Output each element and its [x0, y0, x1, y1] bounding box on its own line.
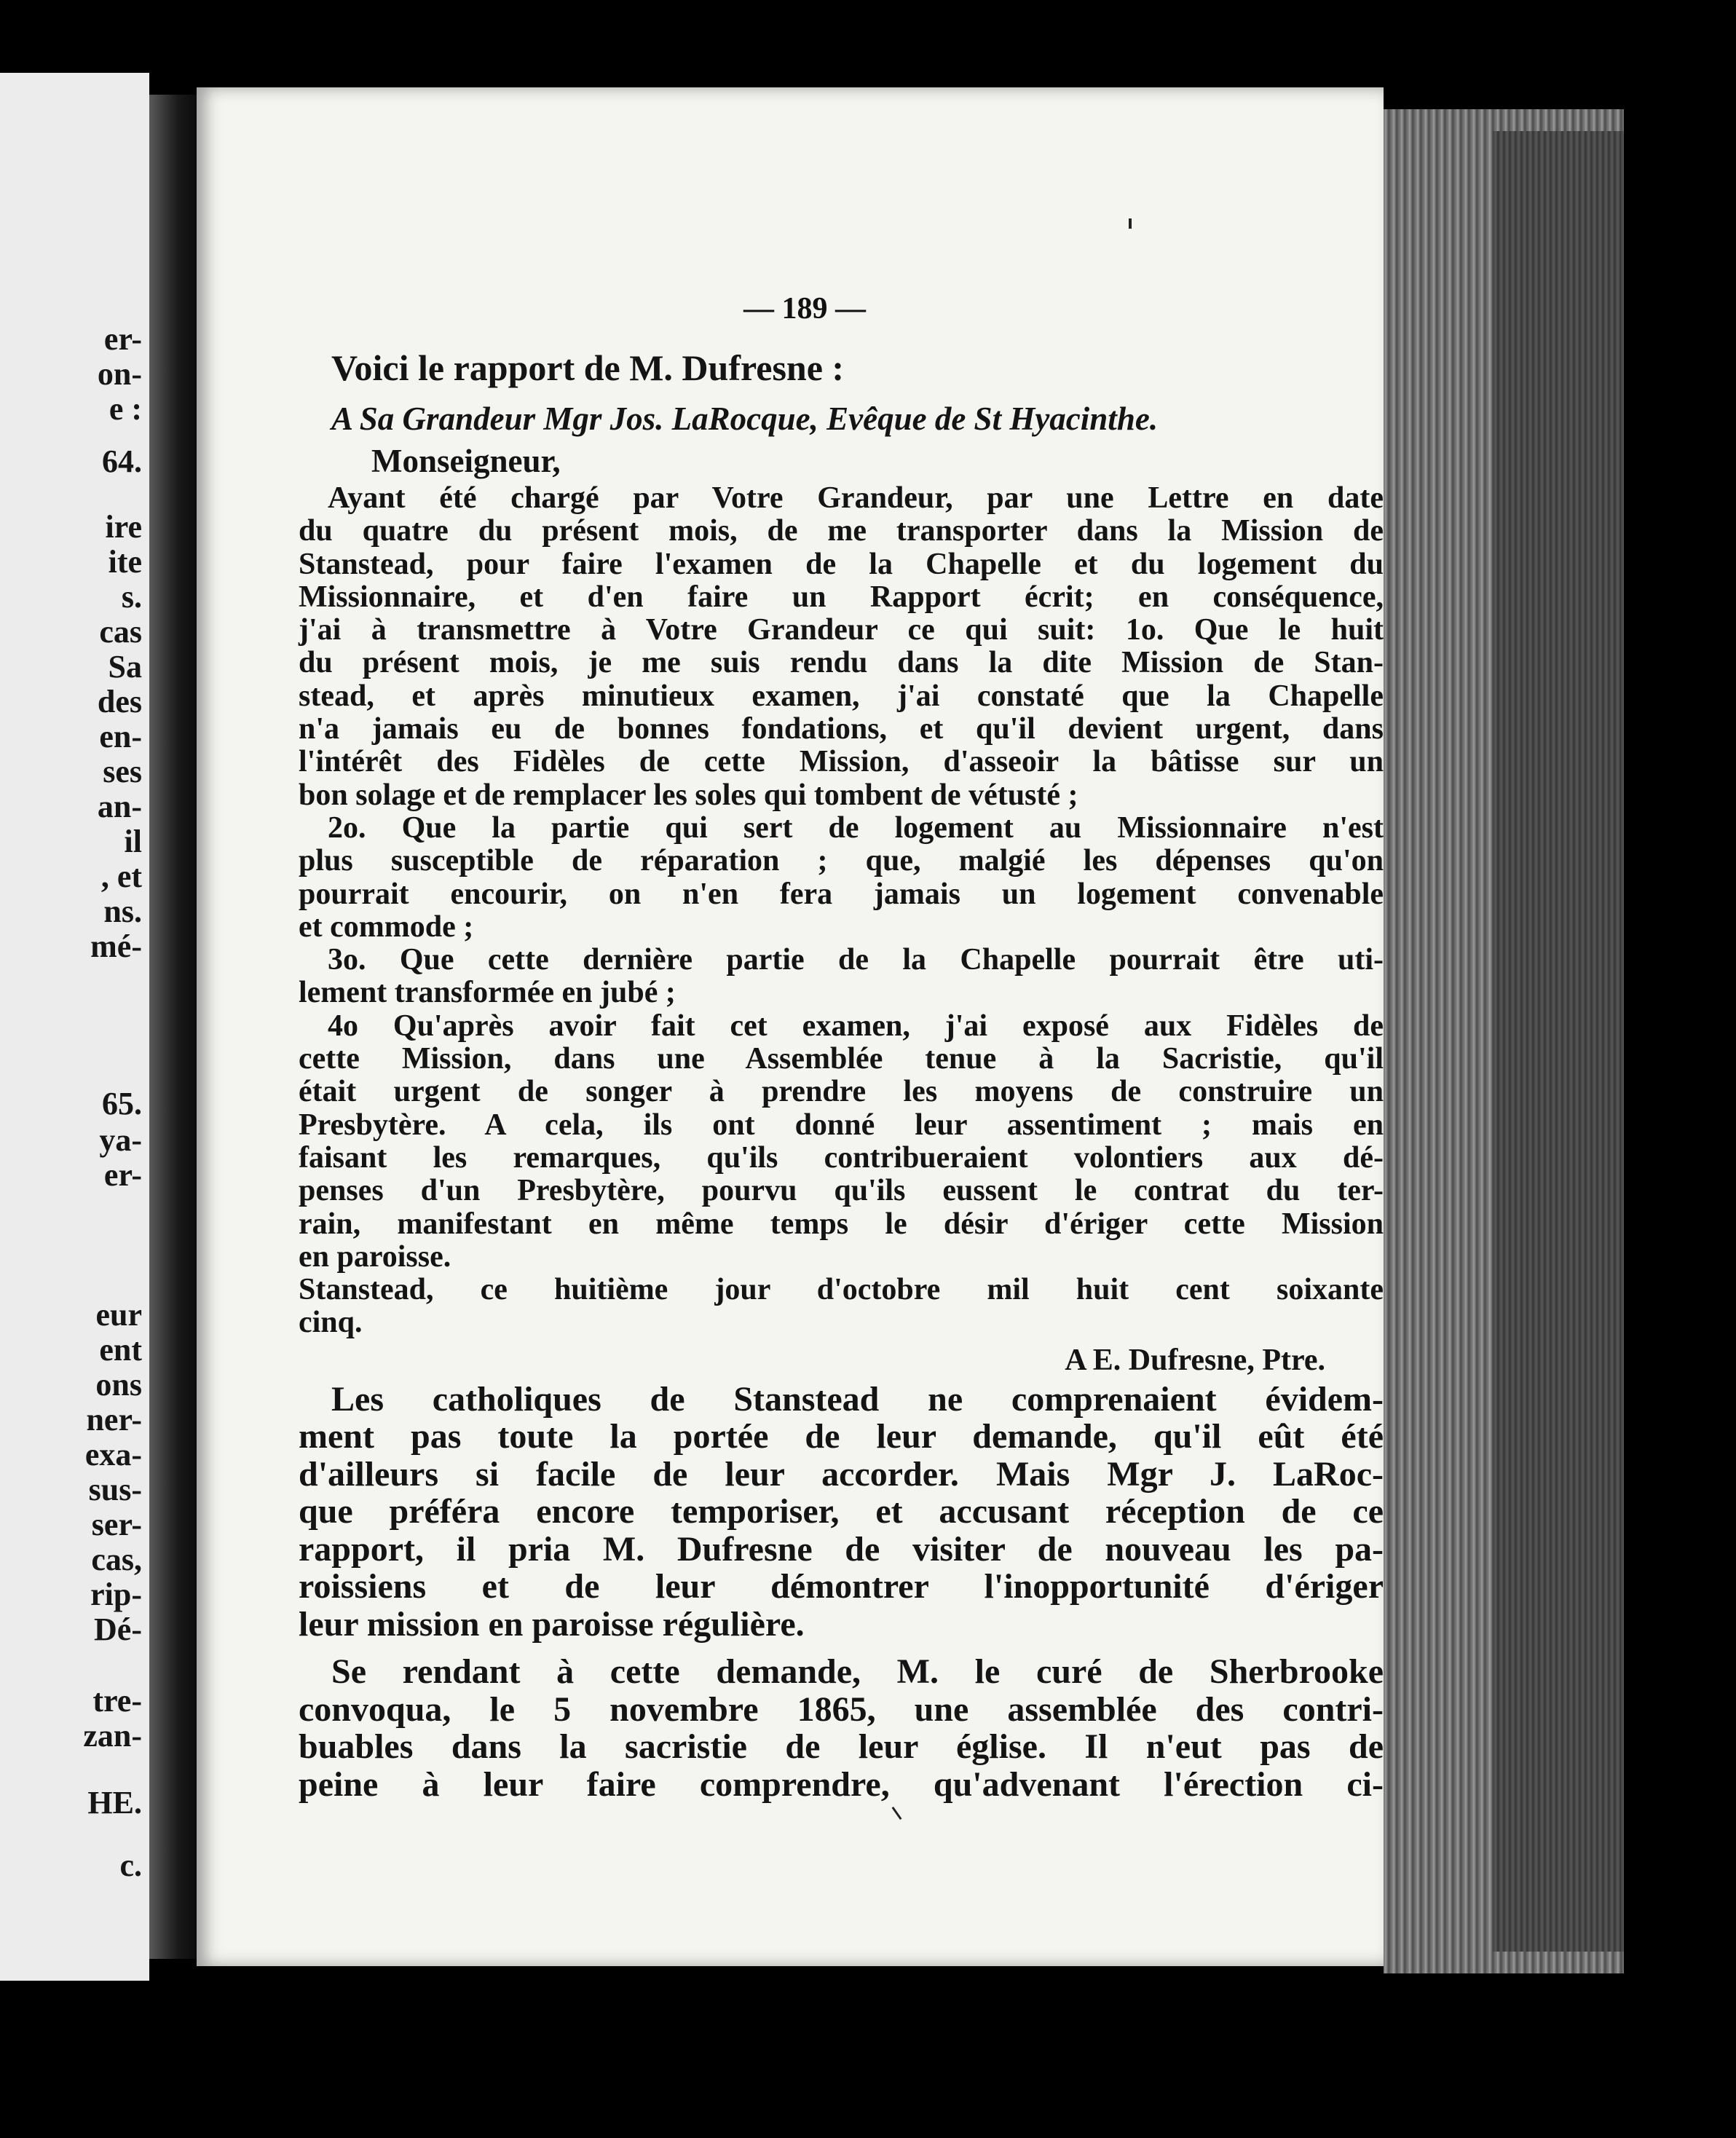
body-paragraph: [299, 1653, 1384, 1803]
text-line: rapport, il pria M. Dufresne de visiter de nouveau les pa-: [299, 1529, 1384, 1569]
text-line: roissiens et de leur démontrer l'inopportunité d'ériger: [299, 1567, 1384, 1606]
ink-speck: [1129, 218, 1132, 229]
ink-speck: [892, 1807, 902, 1820]
left-fragment: mé-: [90, 928, 142, 964]
book-cover-edge: [1493, 131, 1624, 1952]
body-paragraph: [299, 1381, 1384, 1644]
text-line: cette Mission, dans une Assemblée tenue à la Sacristie, qu'il: [299, 1042, 1384, 1076]
text-line: j'ai à transmettre à Votre Grandeur ce qui suit: 1o. Que le huit: [299, 613, 1384, 647]
page-number: — 189 —: [743, 292, 866, 326]
left-fragment: 65.: [102, 1086, 142, 1121]
left-fragment: ner-: [86, 1402, 142, 1437]
left-fragment: ire: [105, 509, 142, 545]
text-line: Stanstead, pour faire l'examen de la Chapelle et du logement du: [299, 547, 1384, 581]
text-line: Ayant été chargé par Votre Grandeur, par une Lettre en date: [328, 481, 1384, 515]
text-line: bon solage et de remplacer les soles qui tombent de vétusté ;: [299, 778, 1078, 812]
text-line: stead, et après minutieux examen, j'ai constaté que la Chapelle: [299, 679, 1384, 713]
left-fragment: ser-: [91, 1507, 142, 1542]
text-line: Missionnaire, et d'en faire un Rapport écrit; en conséquence,: [299, 580, 1384, 614]
text-line: lement transformée en jubé ;: [299, 976, 676, 1010]
report-letter: [299, 482, 1384, 1340]
text-line: penses d'un Presbytère, pourvu qu'ils eussent le contrat du ter-: [299, 1174, 1384, 1208]
left-fragment: ite: [108, 544, 142, 580]
left-fragment: cas: [99, 614, 142, 650]
letter-salutation: Monseigneur,: [371, 443, 561, 479]
left-fragment: er-: [103, 321, 142, 357]
text-line: convoqua, le 5 novembre 1865, une assemblée des contri-: [299, 1689, 1384, 1729]
text-line: en paroisse.: [299, 1239, 451, 1274]
left-fragment: ent: [99, 1332, 142, 1368]
left-fragment: s.: [121, 579, 142, 615]
left-fragment: cas,: [91, 1542, 142, 1577]
intro-line: Voici le rapport de M. Dufresne :: [331, 347, 845, 388]
text-line: du quatre du présent mois, de me transporter dans la Mission de: [299, 514, 1384, 548]
text-line: rain, manifestant en même temps le désir d'ériger cette Mission: [299, 1207, 1384, 1241]
text-line: n'a jamais eu de bonnes fondations, et qu'il devient urgent, dans: [299, 712, 1384, 746]
left-fragment: e :: [108, 391, 142, 427]
text-line: 2o. Que la partie qui sert de logement au Missionnaire n'est: [328, 810, 1384, 845]
left-fragment: 64.: [102, 443, 142, 479]
left-fragment: des: [97, 684, 142, 719]
text-line: ment pas toute la portée de leur demande, qu'il eût été: [299, 1417, 1384, 1456]
left-fragment: ya-: [99, 1122, 142, 1158]
text-line: Se rendant à cette demande, M. le curé de Sherbrooke: [331, 1652, 1384, 1692]
left-fragment: en-: [99, 719, 142, 754]
left-fragment: c.: [119, 1847, 142, 1883]
text-line: Stanstead, ce huitième jour d'octobre mil huit cent soixante: [299, 1273, 1384, 1307]
text-line: 3o. Que cette dernière partie de la Chapelle pourrait être uti-: [328, 943, 1384, 977]
left-fragment: rip-: [90, 1577, 142, 1612]
book-page: [197, 87, 1384, 1966]
page-text: [299, 342, 1384, 1803]
left-fragment: exa-: [84, 1437, 142, 1472]
book-gutter: [149, 95, 197, 1959]
left-fragment: eur: [95, 1297, 142, 1333]
text-line: pourrait encourir, on n'en fera jamais un logement convenable: [299, 877, 1384, 911]
left-fragment: zan-: [83, 1718, 142, 1754]
left-fragment: ons: [95, 1367, 142, 1403]
text-line: que préféra encore temporiser, et accusant réception de ce: [299, 1492, 1384, 1531]
left-fragment: Dé-: [94, 1612, 142, 1647]
text-line: Presbytère. A cela, ils ont donné leur assentiment ; mais en: [299, 1108, 1384, 1142]
text-line: était urgent de songer à prendre les moyens de construire un: [299, 1075, 1384, 1109]
left-fragment: HE.: [87, 1785, 142, 1821]
left-fragment: Sa: [108, 649, 142, 685]
left-fragment: er-: [103, 1157, 142, 1193]
left-fragment: , et: [100, 859, 142, 894]
text-line: cinq.: [299, 1306, 363, 1340]
text-line: l'intérêt des Fidèles de cette Mission, d'asseoir la bâtisse sur un: [299, 745, 1384, 779]
letter-address: A Sa Grandeur Mgr Jos. LaRocque, Evêque de St Hyacinthe.: [331, 401, 1159, 437]
text-line: plus susceptible de réparation ; que, malgié les dépenses qu'on: [299, 844, 1384, 878]
text-line: du présent mois, je me suis rendu dans la dite Mission de Stan-: [299, 646, 1384, 680]
text-line: buables dans la sacristie de leur église. Il n'eut pas de: [299, 1727, 1384, 1767]
text-line: faisant les remarques, qu'ils contribueraient volontiers aux dé-: [299, 1140, 1384, 1175]
text-line: d'ailleurs si facile de leur accorder. Mais Mgr J. LaRoc-: [299, 1454, 1384, 1494]
text-line: et commode ;: [299, 910, 474, 944]
left-fragment: ses: [103, 754, 142, 789]
left-fragment: sus-: [88, 1472, 142, 1507]
left-fragment: on-: [97, 356, 142, 392]
text-line: peine à leur faire comprendre, qu'advenant l'érection ci-: [299, 1764, 1384, 1804]
left-facing-page: [0, 73, 149, 1981]
letter-signature: A E. Dufresne, Ptre.: [1065, 1343, 1325, 1377]
left-fragment: tre-: [92, 1683, 142, 1719]
left-fragment: il: [124, 824, 142, 859]
text-line: Les catholiques de Stanstead ne comprenaient évidem-: [331, 1379, 1384, 1419]
left-fragment: an-: [97, 789, 142, 824]
text-line: 4o Qu'après avoir fait cet examen, j'ai exposé aux Fidèles de: [328, 1009, 1384, 1043]
text-line: leur mission en paroisse régulière.: [299, 1604, 805, 1644]
left-fragment: ns.: [103, 894, 142, 929]
